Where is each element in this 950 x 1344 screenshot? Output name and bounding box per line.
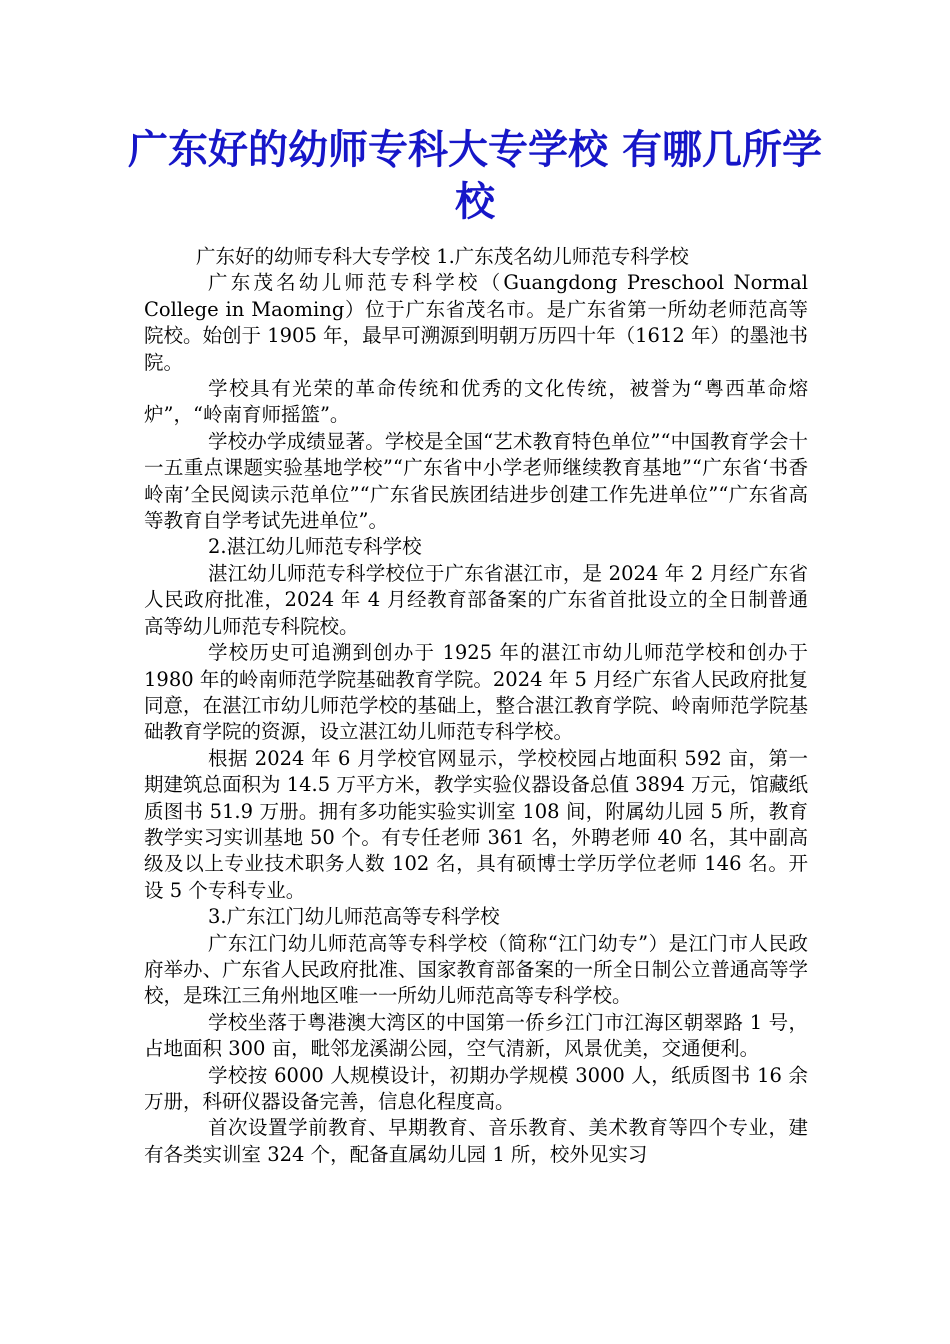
paragraph: 根据 2024 年 6 月学校官网显示，学校校园占地面积 592 亩，第一期建筑总面积为 14.5 万平方米，教学实验仪器设备总值 3894 万元，馆藏纸质图书 51.9 万册。拥有多功能实验实训室 108 间，附属幼儿园 5 所，教育教学实习实训基地 50 个。有专任老师 361 名，外聘老师 40 名，其中副高级及以上专业技术职务人数 102 名，具有硕博士学历学位老师 146 名。开设 5 个专科专业。 — [144, 746, 808, 902]
paragraph: 首次设置学前教育、早期教育、音乐教育、美术教育等四个专业，建有各类实训室 324 个，配备直属幼儿园 1 所，校外见实习 — [144, 1116, 808, 1166]
paragraph: 学校历史可追溯到创办于 1925 年的湛江市幼儿师范学校和创办于 1980 年的岭南师范学院基础教育学院。2024 年 5 月经广东省人民政府批复同意，在湛江市幼儿师范学校的基础上，整合湛江教育学院、岭南师范学院基础教育学院的资源，设立湛江幼儿师范专科学校。 — [144, 641, 808, 744]
paragraph: 学校坐落于粤港澳大湾区的中国第一侨乡江门市江海区朝翠路 1 号，占地面积 300 亩，毗邻龙溪湖公园，空气清新，风景优美，交通便利。 — [144, 1010, 808, 1061]
paragraph-intro: 广东好的幼师专科大专学校 1.广东茂名幼儿师范专科学校 — [196, 245, 689, 268]
paragraph: 湛江幼儿师范专科学校位于广东省湛江市，是 2024 年 2 月经广东省人民政府批准，2024 年 4 月经教育部备案的广东省首批设立的全日制普通高等幼儿师范专科院校。 — [144, 561, 808, 638]
paragraph: 学校按 6000 人规模设计，初期办学规模 3000 人，纸质图书 16 余万册，科研仪器设备完善，信息化程度高。 — [144, 1063, 808, 1113]
paragraph: 广东江门幼儿师范高等专科学校（简称“江门幼专”）是江门市人民政府举办、广东省人民政府批准、国家教育部备案的一所全日制公立普通高等学校，是珠江三角州地区唯一一所幼儿师范高等专科学校。 — [144, 931, 808, 1008]
paragraph: 学校办学成绩显著。学校是全国“艺术教育特色单位”“中国教育学会十一五重点课题实验基地学校”“广东省中小学老师继续教育基地”“广东省‘书香岭南’全民阅读示范单位”“广东省民族团结进步创建工作先进单位”“广东省高等教育自学考试先进单位”。 — [144, 429, 808, 533]
document-title: 广东好的幼师专科大专学校 有哪几所学校 — [128, 126, 822, 225]
paragraph: 广东茂名幼儿师范专科学校（Guangdong Preschool Normal College in Maoming）位于广东省茂名市。是广东省第一所幼老师范高等院校。始创于 1905 年，最早可溯源到明朝万历四十年（1612 年）的墨池书院。 — [144, 271, 808, 374]
section-heading: 3.广东江门幼儿师范高等专科学校 — [208, 905, 500, 929]
paragraph: 学校具有光荣的革命传统和优秀的文化传统，被誉为“粤西革命熔炉”，“岭南育师摇篮”。 — [144, 377, 808, 427]
section-heading: 2.湛江幼儿师范专科学校 — [208, 535, 422, 559]
document-body — [144, 244, 808, 1168]
